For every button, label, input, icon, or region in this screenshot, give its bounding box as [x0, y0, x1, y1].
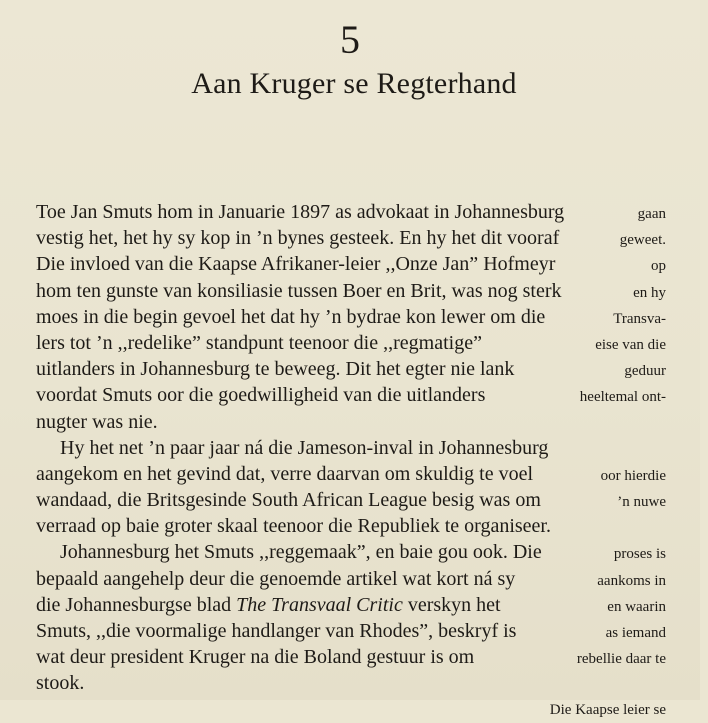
- text-line: Smuts, ,,die voormalige handlanger van Rhodes”, beskryf is as iemand: [36, 620, 666, 642]
- text-line: Toe Jan Smuts hom in Januarie 1897 as advokaat in Johannesburg gaan: [36, 201, 666, 223]
- paragraph-3: [36, 539, 666, 718]
- text-line: hom ten gunste van konsiliasie tussen Boer en Brit, was nog sterk en hy: [36, 279, 666, 302]
- text-line: die Johannesburgse blad The Transvaal Critic verskyn het en waarin: [36, 593, 666, 616]
- text-line: Die invloed van die Kaapse Afrikaner-leier ,,Onze Jan” Hofmeyr op: [36, 253, 666, 276]
- paragraph-1: [36, 199, 666, 435]
- text-line: Hy het net ’n paar jaar ná die Jameson-inval in Johannesburg: [60, 436, 549, 459]
- text-line: bepaald aangehelp deur die genoemde artikel wat kort ná sy aankoms in: [36, 567, 666, 590]
- text-line: nugter was nie.: [36, 410, 158, 433]
- text-line-cut-off: Die Kaapse leier se: [549, 701, 666, 718]
- chapter-number: 5: [340, 17, 360, 62]
- text-line: vestig het, het hy sy kop in ’n bynes gesteek. En hy het dit vooraf geweet.: [36, 227, 666, 250]
- paragraph-2: [36, 435, 666, 540]
- text-line: moes in die begin gevoel het dat hy ’n bydrae kon lewer om die Transva-: [36, 305, 666, 328]
- chapter-title: Aan Kruger se Regterhand: [191, 67, 517, 100]
- text-line: aangekom en het gevind dat, verre daarvan om skuldig te voel oor hierdie: [36, 462, 666, 485]
- text-line: stook.: [36, 672, 85, 695]
- text-line: verraad op baie groter skaal teenoor die Republiek te organiseer.: [36, 515, 551, 538]
- text-line: voordat Smuts oor die goedwilligheid van die uitlanders heeltemal ont-: [36, 384, 666, 407]
- publication-title: The Transvaal Critic: [236, 593, 403, 616]
- body-text: [36, 199, 666, 718]
- text-line: wat deur president Kruger na die Boland gestuur is om rebellie daar te: [36, 646, 666, 669]
- text-line: uitlanders in Johannesburg te beweeg. Dit het egter nie lank geduur: [36, 358, 666, 381]
- text-line: Johannesburg het Smuts ,,reggemaak”, en baie gou ook. Die proses is: [60, 541, 666, 564]
- text-line: wandaad, die Britsgesinde South African League besig was om ’n nuwe: [36, 489, 666, 512]
- text-line: lers tot ’n ,,redelike” standpunt teenoor die ,,regmatige” eise van die: [36, 331, 666, 354]
